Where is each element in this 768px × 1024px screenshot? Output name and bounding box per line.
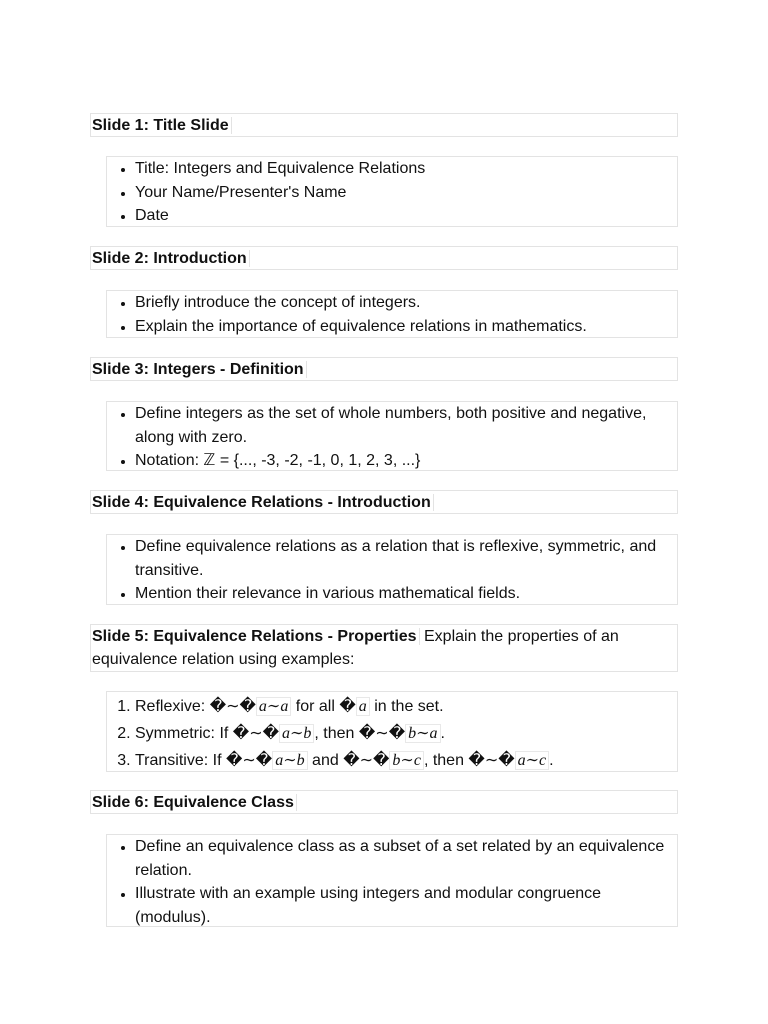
math-expression: a∼b	[279, 724, 314, 743]
slide-2-heading: Slide 2: Introduction	[92, 250, 250, 267]
slide-4-heading-box	[90, 490, 678, 514]
slide-4-bullet-list	[107, 535, 677, 606]
list-item: • Title: Integers and Equivalence Relations	[135, 157, 677, 181]
slide-2-list-box	[106, 290, 678, 338]
slide-1-heading-box	[90, 113, 678, 137]
list-item-transitive: 3. Transitive: If �∼� a∼b and �∼� b∼c , then �∼� a∼c .	[135, 747, 677, 774]
unknown-glyph: �∼�	[468, 750, 515, 769]
slide-3-list-box	[106, 401, 678, 471]
list-item: • Your Name/Presenter's Name	[135, 181, 677, 205]
slide-6-bullet-list	[107, 835, 677, 929]
slide-5-description: Explain the properties of an equivalence relation using examples:	[92, 628, 619, 668]
unknown-glyph: �∼�	[225, 750, 273, 769]
math-expression: a∼b	[272, 751, 307, 770]
math-expression: b∼c	[389, 751, 424, 770]
slide-5-heading: Slide 5: Equivalence Relations - Properties	[92, 628, 420, 645]
slide-5-heading-box	[90, 624, 678, 672]
slide-4-list-box	[106, 534, 678, 605]
list-item: • Illustrate with an example using integers and modular congruence (modulus).	[135, 882, 677, 929]
list-item: • Date	[135, 204, 677, 228]
slide-5-list-box	[106, 691, 678, 772]
slide-4-heading: Slide 4: Equivalence Relations - Introduction	[92, 494, 434, 511]
unknown-glyph: �	[339, 696, 356, 715]
slide-1-heading: Slide 1: Title Slide	[92, 117, 232, 134]
slide-2-bullet-list	[107, 291, 677, 338]
list-item: • Define equivalence relations as a relation that is reflexive, symmetric, and transitive.	[135, 535, 677, 582]
slide-3-bullet-list	[107, 402, 677, 473]
slide-5-numbered-list	[107, 693, 677, 774]
slide-1-list-box	[106, 156, 678, 227]
math-expression: b∼a	[405, 724, 440, 743]
list-item: • Define integers as the set of whole numbers, both positive and negative, along with zero.	[135, 402, 677, 449]
list-item-symmetric: 2. Symmetric: If �∼� a∼b , then �∼� b∼a .	[135, 720, 677, 747]
slide-3-heading: Slide 3: Integers - Definition	[92, 361, 307, 378]
list-item: • Explain the importance of equivalence relations in mathematics.	[135, 315, 677, 339]
list-item-reflexive: 1. Reflexive: �∼� a∼a for all � a in the set.	[135, 693, 677, 720]
slide-6-heading: Slide 6: Equivalence Class	[92, 794, 297, 811]
list-item: • Mention their relevance in various mathematical fields.	[135, 582, 677, 606]
slide-1-bullet-list	[107, 157, 677, 228]
list-item: • Briefly introduce the concept of integers.	[135, 291, 677, 315]
slide-2-heading-box	[90, 246, 678, 270]
math-expression: a	[356, 697, 370, 716]
list-item: • Define an equivalence class as a subset of a set related by an equivalence relation.	[135, 835, 677, 882]
slide-6-heading-box	[90, 790, 678, 814]
slide-3-heading-box	[90, 357, 678, 381]
unknown-glyph: �∼�	[358, 723, 406, 742]
math-expression: a∼c	[515, 751, 550, 770]
list-item: • Notation: ℤ = {..., -3, -2, -1, 0, 1, 2, 3, ...}	[135, 449, 677, 473]
slide-6-list-box	[106, 834, 678, 927]
unknown-glyph: �∼�	[343, 750, 390, 769]
math-expression: a∼a	[256, 697, 291, 716]
unknown-glyph: �∼�	[232, 723, 279, 742]
unknown-glyph: �∼�	[209, 696, 256, 715]
